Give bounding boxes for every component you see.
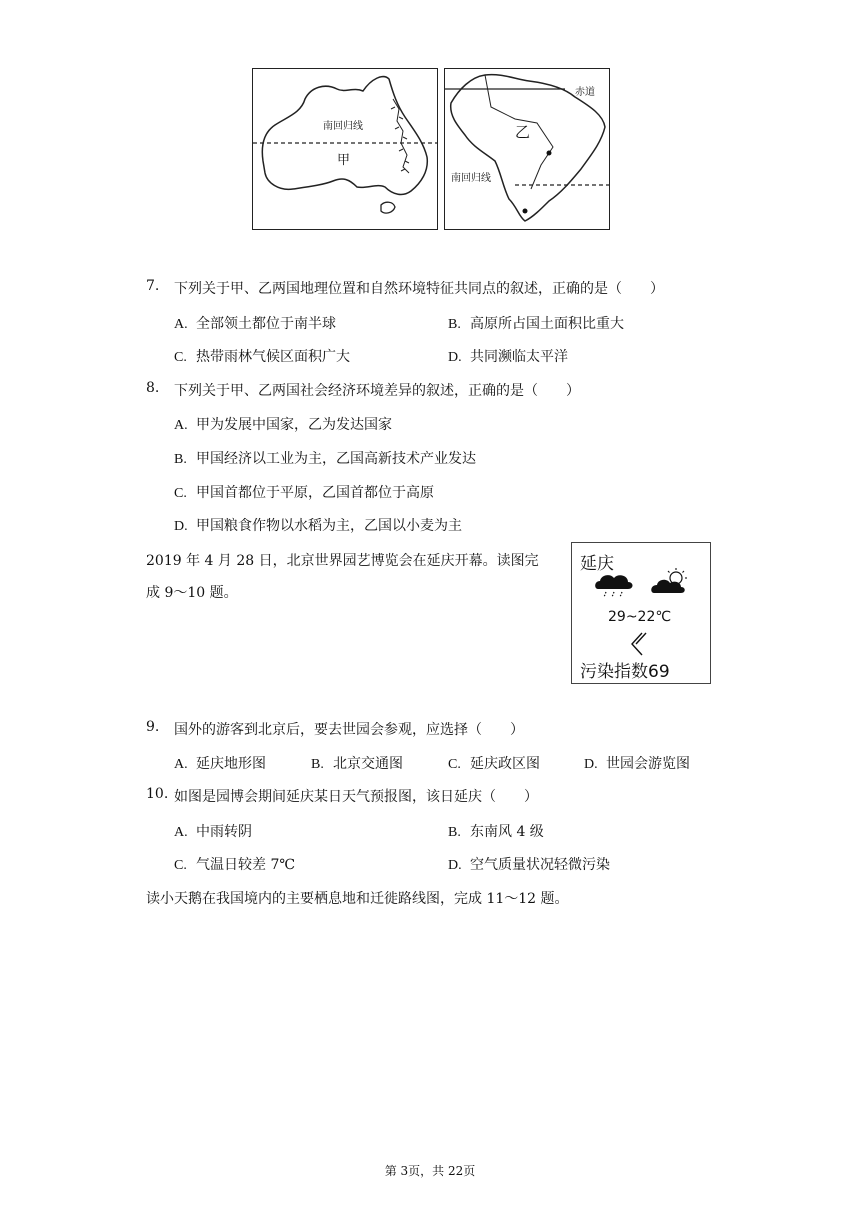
q8-option-a	[174, 414, 392, 434]
option-letter: A.	[174, 418, 188, 433]
option-letter: C.	[174, 858, 187, 873]
question-7-number: 7.	[146, 278, 160, 294]
q8-option-c	[174, 482, 434, 502]
q9-option-a	[174, 753, 266, 773]
option-text: 共同濒临太平洋	[470, 349, 568, 365]
option-letter: A.	[174, 317, 188, 332]
option-text: 甲国经济以工业为主，乙国高新技术产业发达	[196, 451, 476, 467]
question-8-stem: 下列关于甲、乙两国社会经济环境差异的叙述，正确的是（ ）	[174, 383, 580, 399]
tropic-label-right: 南回归线	[451, 173, 491, 184]
option-letter: D.	[448, 350, 462, 365]
option-text: 中雨转阴	[196, 824, 252, 840]
option-letter: A.	[174, 825, 188, 840]
option-text: 延庆地形图	[196, 756, 266, 772]
intro-9-10-line1: 2019 年 4 月 28 日，北京世界园艺博览会在延庆开幕。读图完	[146, 553, 539, 569]
option-letter: C.	[448, 757, 461, 772]
brazil-map	[444, 68, 610, 230]
option-letter: D.	[174, 519, 188, 534]
option-text: 北京交通图	[333, 756, 403, 772]
q10-option-d	[448, 854, 610, 874]
australia-map	[252, 68, 438, 230]
option-text: 甲为发展中国家，乙为发达国家	[196, 417, 392, 433]
option-text: 高原所占国土面积比重大	[470, 316, 624, 332]
q9-option-b	[311, 753, 403, 773]
intro-11-12: 读小天鹅在我国境内的主要栖息地和迁徙路线图，完成 11～12 题。	[146, 891, 569, 907]
option-text: 热带雨林气候区面积广大	[196, 349, 350, 365]
question-8-number: 8.	[146, 380, 160, 396]
page-footer: 第 3页，共 22页	[384, 1164, 476, 1178]
q10-option-b	[448, 821, 544, 841]
question-7-stem: 下列关于甲、乙两国地理位置和自然环境特征共同点的叙述，正确的是（ ）	[174, 281, 664, 297]
weather-city: 延庆	[580, 554, 614, 574]
tropic-label-left: 南回归线	[323, 121, 363, 132]
option-text: 东南风 4 级	[470, 824, 544, 840]
option-letter: A.	[174, 757, 188, 772]
option-letter: B.	[448, 825, 461, 840]
question-9-stem: 国外的游客到北京后，要去世园会参观，应选择（ ）	[174, 722, 524, 738]
q10-option-c	[174, 854, 295, 874]
option-letter: B.	[311, 757, 324, 772]
sun-behind-cloud-icon	[650, 567, 694, 603]
option-letter: B.	[448, 317, 461, 332]
q8-option-b	[174, 448, 476, 468]
country-label-jia: 甲	[337, 153, 351, 168]
question-10-stem: 如图是园博会期间延庆某日天气预报图，该日延庆（ ）	[174, 789, 538, 805]
q10-option-a	[174, 821, 252, 841]
option-letter: D.	[584, 757, 598, 772]
option-text: 气温日较差 7℃	[196, 857, 296, 873]
weather-pollution-index: 污染指数69	[580, 662, 670, 682]
q9-option-c	[448, 753, 540, 773]
option-letter: C.	[174, 486, 187, 501]
option-text: 世园会游览图	[606, 756, 690, 772]
option-letter: D.	[448, 858, 462, 873]
q7-option-a	[174, 313, 336, 333]
option-text: 甲国首都位于平原，乙国首都位于高原	[196, 485, 434, 501]
option-text: 空气质量状况轻微污染	[470, 857, 610, 873]
q8-option-d	[174, 515, 462, 535]
q7-option-d	[448, 346, 568, 366]
option-letter: C.	[174, 350, 187, 365]
intro-9-10-line2: 成 9～10 题。	[146, 585, 238, 601]
weather-temperature: 29~22℃	[608, 609, 672, 625]
weather-forecast-box	[571, 542, 711, 684]
q7-option-c	[174, 346, 350, 366]
equator-label: 赤道	[575, 87, 595, 98]
country-label-yi: 乙	[515, 123, 531, 141]
option-text: 甲国粮食作物以水稻为主，乙国以小麦为主	[196, 518, 462, 534]
question-10-number: 10.	[146, 786, 169, 802]
option-letter: B.	[174, 452, 187, 467]
rain-cloud-icon	[592, 571, 636, 607]
question-9-number: 9.	[146, 719, 160, 735]
option-text: 全部领土都位于南半球	[196, 316, 336, 332]
q9-option-d	[584, 753, 690, 773]
option-text: 延庆政区图	[470, 756, 540, 772]
q7-option-b	[448, 313, 624, 333]
